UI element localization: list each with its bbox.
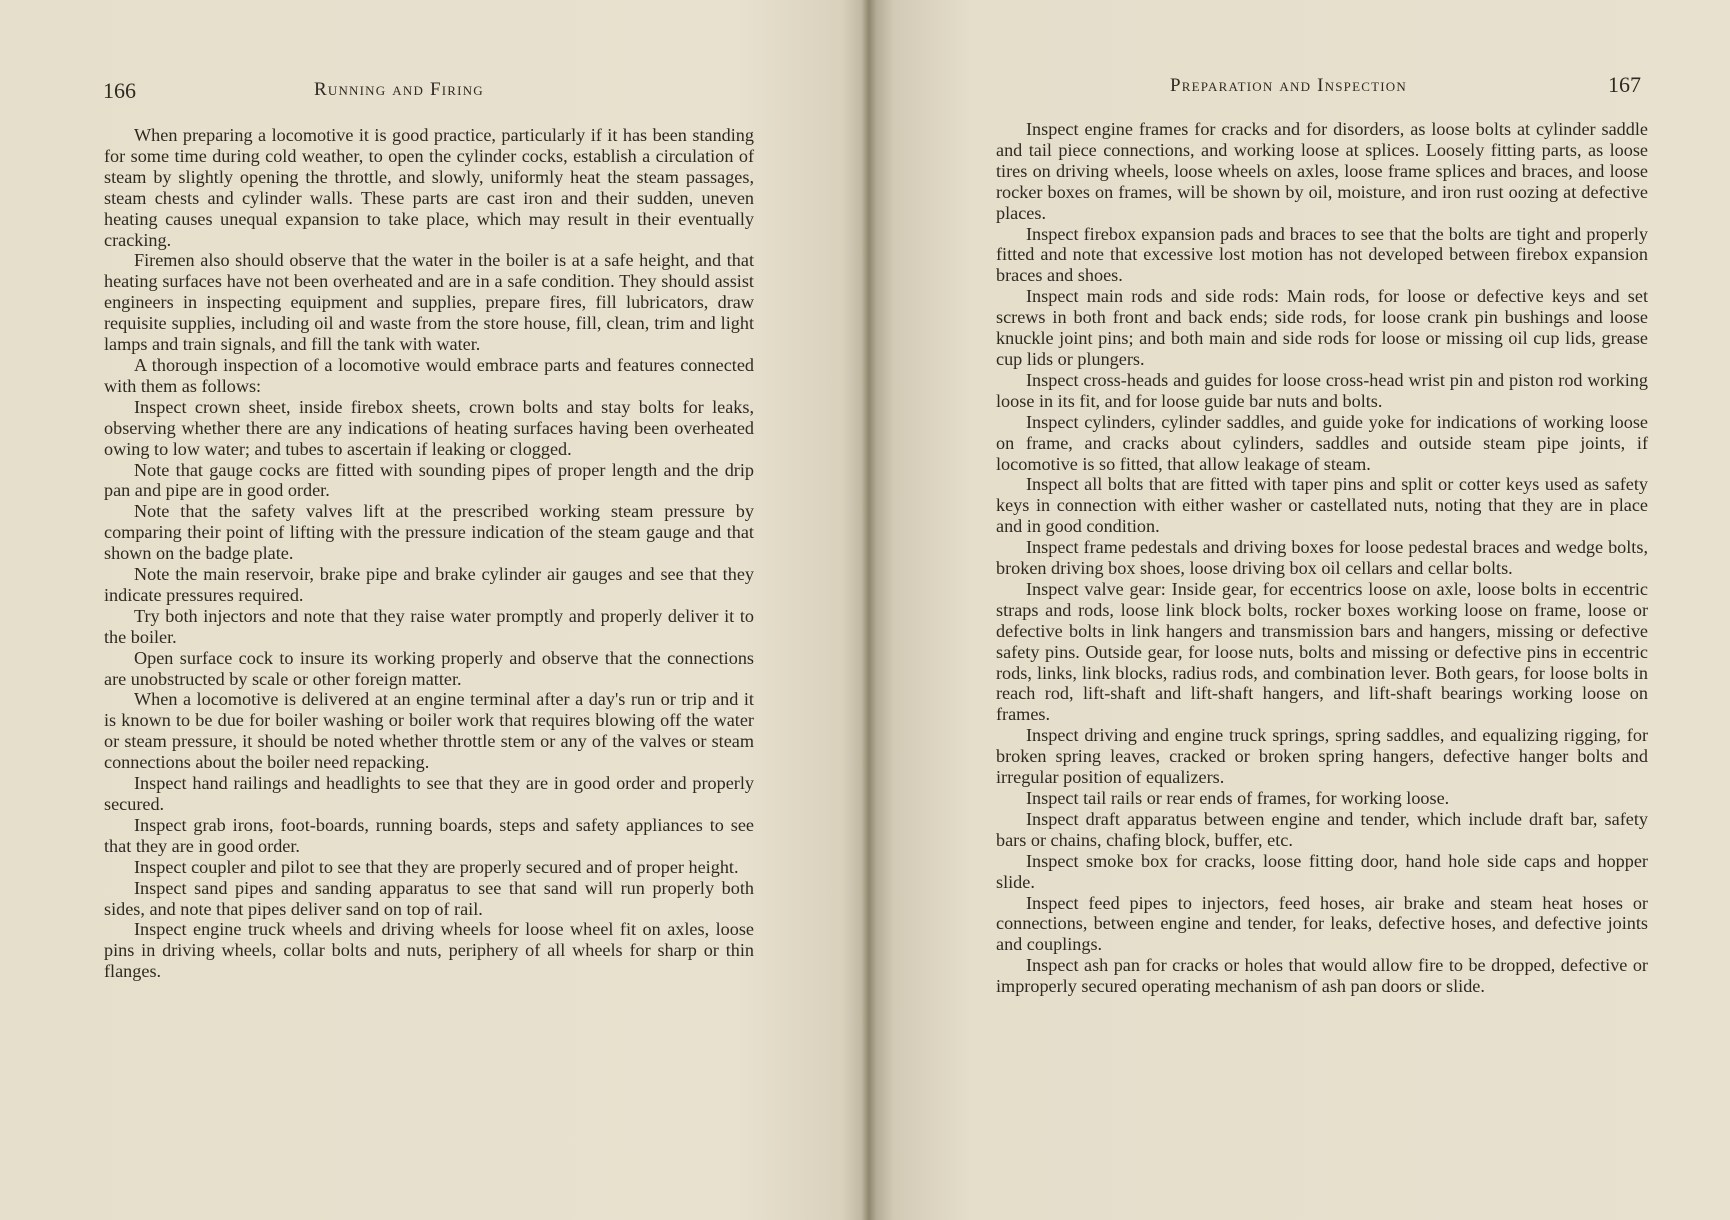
paragraph: Inspect draft apparatus between engine and tender, which include draft bar, safety bars or chains, chafing block, buffer, etc. bbox=[996, 808, 1648, 850]
right-page bbox=[868, 0, 1730, 1220]
paragraph: Inspect engine truck wheels and driving wheels for loose wheel fit on axles, loose pins in driving wheels, collar bolts and nuts, periphery of all wheels for sharp or thin flanges. bbox=[104, 919, 754, 982]
paragraph: Try both injectors and note that they raise water promptly and properly deliver it to the boiler. bbox=[104, 605, 754, 647]
paragraph: Inspect cross-heads and guides for loose cross-head wrist pin and piston rod working loose in its fit, and for loose guide bar nuts and bolts. bbox=[996, 369, 1648, 411]
paragraph: Inspect crown sheet, inside firebox sheets, crown bolts and stay bolts for leaks, observing whether there are any indications of heating surfaces having been overheated owing to low water; and tubes to ascertain if leaking or clogged. bbox=[104, 396, 754, 459]
paragraph: Inspect grab irons, foot-boards, running boards, steps and safety appliances to see that they are in good order. bbox=[104, 814, 754, 856]
page-body bbox=[104, 125, 754, 982]
paragraph: Firemen also should observe that the water in the boiler is at a safe height, and that heating surfaces have not been overheated and are in a safe condition. They should assist engineers in inspecting equipment and supplies, prepare fires, fill lubricators, draw requisite supplies, including oil and waste from the store house, fill, clean, trim and light lamps and train signals, and fill the tank with water. bbox=[104, 250, 754, 355]
paragraph: Inspect coupler and pilot to see that they are properly secured and of proper height. bbox=[134, 856, 739, 877]
paragraph: Open surface cock to insure its working properly and observe that the connections are unobstructed by scale or other foreign matter. bbox=[104, 647, 754, 689]
page-number: 167 bbox=[1608, 72, 1641, 97]
paragraph: Note that gauge cocks are fitted with sounding pipes of proper length and the drip pan and pipe are in good order. bbox=[104, 459, 754, 501]
paragraph: Note that the safety valves lift at the prescribed working steam pressure by comparing their point of lifting with the pressure indication of the steam gauge and that shown on the badge plate. bbox=[104, 501, 754, 564]
paragraph: Note the main reservoir, brake pipe and brake cylinder air gauges and see that they indicate pressures required. bbox=[104, 564, 754, 605]
paragraph: Inspect frame pedestals and driving boxes for loose pedestal braces and wedge bolts, broken driving box shoes, loose driving box oil cellars and cellar bolts. bbox=[996, 537, 1648, 579]
paragraph: Inspect feed pipes to injectors, feed hoses, air brake and steam heat hoses or connections, between engine and tender, for leaks, defective hoses, and defective joints and couplings. bbox=[996, 892, 1648, 955]
paragraph: Inspect cylinders, cylinder saddles, and guide yoke for indications of working loose on frame, and cracks about cylinders, saddles and outside steam pipe joints, if locomotive is so fitted, that allow leakage of steam. bbox=[996, 411, 1648, 474]
paragraph: Inspect ash pan for cracks or holes that would allow fire to be dropped, defective or improperly secured operating mechanism of ash pan doors or slide. bbox=[996, 955, 1648, 997]
paragraph: Inspect all bolts that are fitted with taper pins and split or cotter keys used as safety keys in connection with either washer or castellated nuts, noting that they are in place and in good condition. bbox=[996, 474, 1648, 537]
paragraph: Inspect driving and engine truck springs, spring saddles, and equalizing rigging, for broken spring leaves, cracked or broken spring hangers, defective hanger bolts and irregular position of equalizers. bbox=[996, 725, 1648, 788]
book-gutter bbox=[862, 0, 876, 1220]
paragraph: When preparing a locomotive it is good practice, particularly if it has been standing for some time during cold weather, to open the cylinder cocks, establish a circulation of steam by slightly opening the throttle, and slowly, uniformly heat the steam passages, steam chests and cylinder walls. These parts are cast iron and their sudden, uneven heating causes unequal expansion to take place, which may result in their eventually cracking. bbox=[104, 125, 754, 250]
paragraph: Inspect valve gear: Inside gear, for eccentrics loose on axle, loose bolts in eccentric straps and rods, loose link block bolts, rocker boxes working loose on frame, loose or defective bolts in link hangers and transmission bars and hangers, missing or defective safety pins. Outside gear, for loose nuts, bolts and missing or defective pins in eccentric rods, links, link blocks, radius rods, and combination lever. Both gears, for loose bolts in reach rod, lift-shaft and lift-shaft hangers, and lift-shaft bearings working loose on frames. bbox=[996, 578, 1648, 725]
paragraph: A thorough inspection of a locomotive would embrace parts and features connected with them as follows: bbox=[104, 354, 754, 396]
paragraph: Inspect sand pipes and sanding apparatus to see that sand will run properly both sides, and note that pipes deliver sand on top of rail. bbox=[104, 877, 754, 919]
paragraph: Inspect smoke box for cracks, loose fitting door, hand hole side caps and hopper slide. bbox=[996, 850, 1648, 892]
paragraph: Inspect tail rails or rear ends of frames, for working loose. bbox=[1026, 788, 1450, 808]
page-number: 166 bbox=[103, 78, 136, 103]
page-body bbox=[996, 119, 1648, 997]
paragraph: Inspect main rods and side rods: Main rods, for loose or defective keys and set screws in both front and back ends; side rods, for loose crank pin bushings and loose knuckle joint pins; and both main and side rods for loose or missing oil cup lids, grease cup lids or plungers. bbox=[996, 286, 1648, 369]
running-head: Running and Firing bbox=[314, 79, 484, 100]
paragraph: Inspect engine frames for cracks and for disorders, as loose bolts at cylinder saddle and tail piece connections, and working loose at splices. Loosely fitting parts, as loose tires on driving wheels, loose wheels on axles, loose frame splices and braces, and loose rocker boxes on frames, will be shown by oil, moisture, and iron rust oozing at defective places. bbox=[996, 119, 1648, 223]
paragraph: Inspect hand railings and headlights to see that they are in good order and properly secured. bbox=[104, 773, 754, 814]
paragraph: When a locomotive is delivered at an engine terminal after a day's run or trip and it is known to be due for boiler washing or boiler work that requires blowing off the water or steam pressure, it should be noted whether throttle stem or any of the valves or steam connections about the boiler need repacking. bbox=[104, 689, 754, 773]
running-head: Preparation and Inspection bbox=[1170, 75, 1407, 96]
paragraph: Inspect firebox expansion pads and braces to see that the bolts are tight and properly fitted and note that excessive lost motion has not developed between firebox expansion braces and shoes. bbox=[996, 223, 1648, 286]
